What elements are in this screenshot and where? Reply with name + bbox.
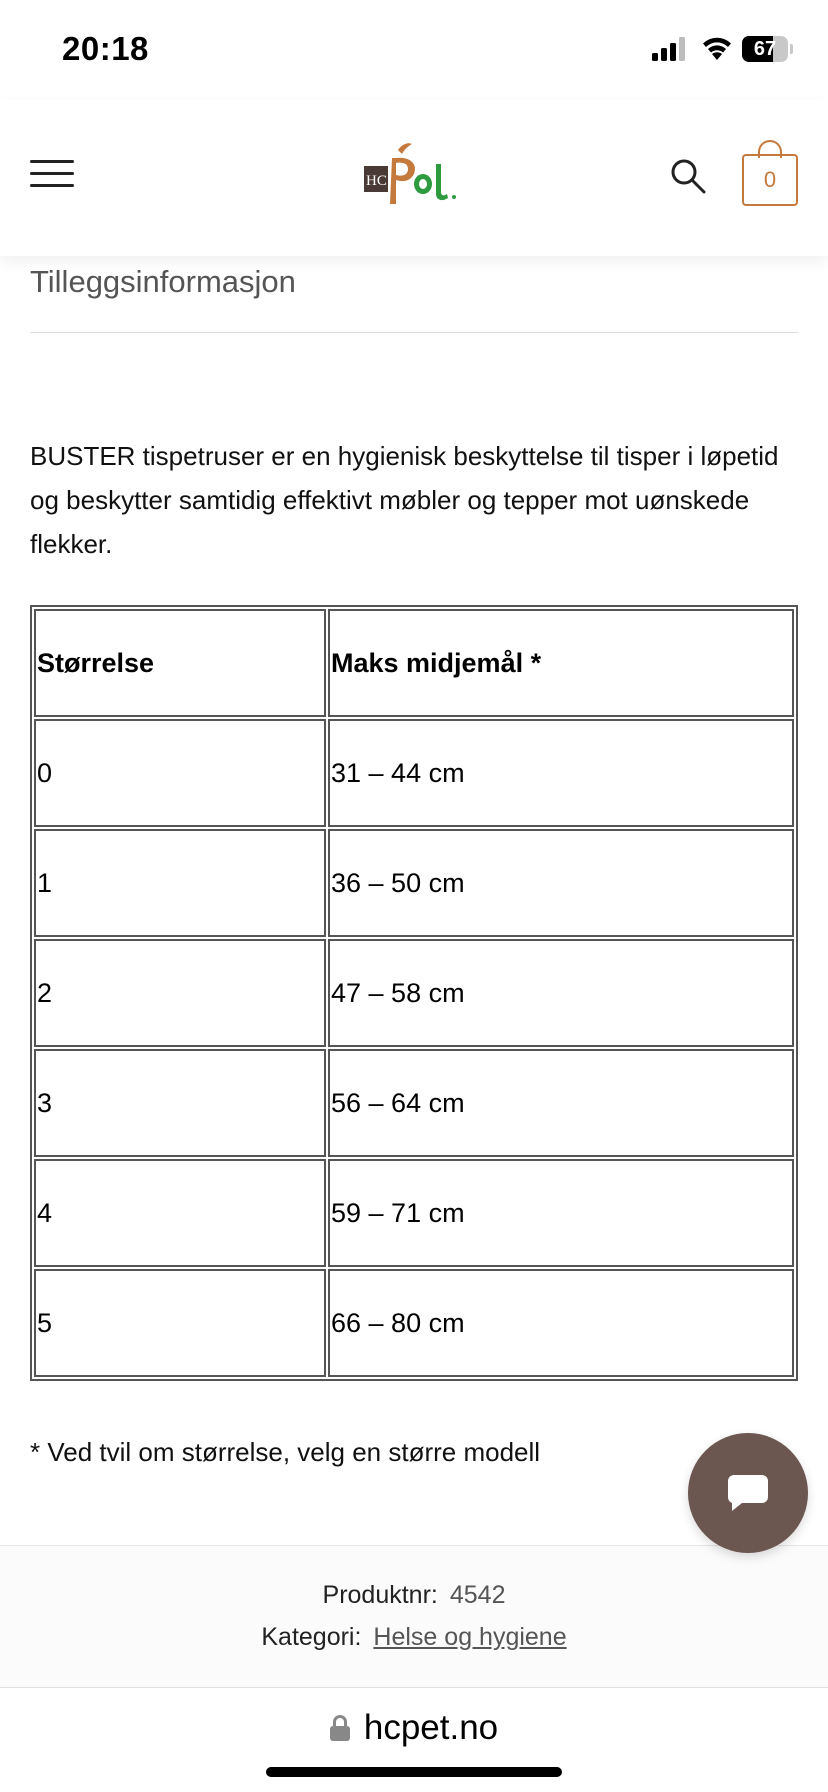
site-header xyxy=(0,100,828,256)
category-line xyxy=(0,1623,828,1652)
cellular-signal-icon xyxy=(652,37,688,61)
table-cell-waist: 56 – 64 cm xyxy=(328,1049,794,1157)
home-indicator[interactable] xyxy=(266,1767,562,1777)
table-row xyxy=(34,1269,794,1377)
table-row xyxy=(34,939,794,1047)
wifi-icon xyxy=(700,34,734,62)
table-cell-size: 4 xyxy=(34,1159,326,1267)
table-cell-waist: 31 – 44 cm xyxy=(328,719,794,827)
battery-indicator xyxy=(742,36,792,62)
table-cell-size: 2 xyxy=(34,939,326,1047)
product-meta xyxy=(0,1545,828,1687)
cart-button[interactable] xyxy=(742,138,798,206)
cart-count: 0 xyxy=(763,167,777,192)
hamburger-menu-button[interactable] xyxy=(30,158,74,190)
table-cell-size: 0 xyxy=(34,719,326,827)
size-note: * Ved tvil om størrelse, velg en større modell xyxy=(30,1437,541,1467)
sku-value: 4542 xyxy=(449,1581,506,1609)
table-row xyxy=(34,719,794,827)
table-header-size: Størrelse xyxy=(34,609,326,717)
table-cell-size: 1 xyxy=(34,829,326,937)
battery-level: 67 xyxy=(753,38,777,60)
table-cell-waist: 59 – 71 cm xyxy=(328,1159,794,1267)
hcpet-logo[interactable] xyxy=(362,142,468,210)
sku-line xyxy=(0,1581,828,1610)
category-label: Kategori: xyxy=(261,1623,362,1651)
table-row xyxy=(34,829,794,937)
size-table xyxy=(30,605,798,1381)
divider xyxy=(30,332,798,333)
table-cell-size: 3 xyxy=(34,1049,326,1157)
url-text: hcpet.no xyxy=(363,1708,499,1747)
chat-bubble-icon xyxy=(726,1473,770,1515)
lock-icon xyxy=(330,1715,350,1741)
search-icon[interactable] xyxy=(668,156,708,196)
table-header-row xyxy=(34,609,794,717)
table-row xyxy=(34,1049,794,1157)
hamburger-menu-icon xyxy=(30,160,74,163)
category-link[interactable]: Helse og hygiene xyxy=(373,1623,567,1651)
table-cell-waist: 47 – 58 cm xyxy=(328,939,794,1047)
table-cell-size: 5 xyxy=(34,1269,326,1377)
chat-button[interactable] xyxy=(688,1433,808,1553)
table-cell-waist: 66 – 80 cm xyxy=(328,1269,794,1377)
table-header-waist: Maks midjemål * xyxy=(328,609,794,717)
status-bar xyxy=(0,0,828,100)
product-description: BUSTER tispetruser er en hygienisk beskyttelse til tisper i løpetid og beskytter samtidig effektivt møbler og tepper mot uønskede flekker. xyxy=(30,441,779,559)
section-heading-tab[interactable]: Tilleggsinformasjon xyxy=(30,264,296,299)
sku-label: Produktnr: xyxy=(322,1581,438,1609)
table-cell-waist: 36 – 50 cm xyxy=(328,829,794,937)
svg-text:HC: HC xyxy=(366,173,387,189)
status-time: 20:18 xyxy=(62,30,149,67)
table-row xyxy=(34,1159,794,1267)
